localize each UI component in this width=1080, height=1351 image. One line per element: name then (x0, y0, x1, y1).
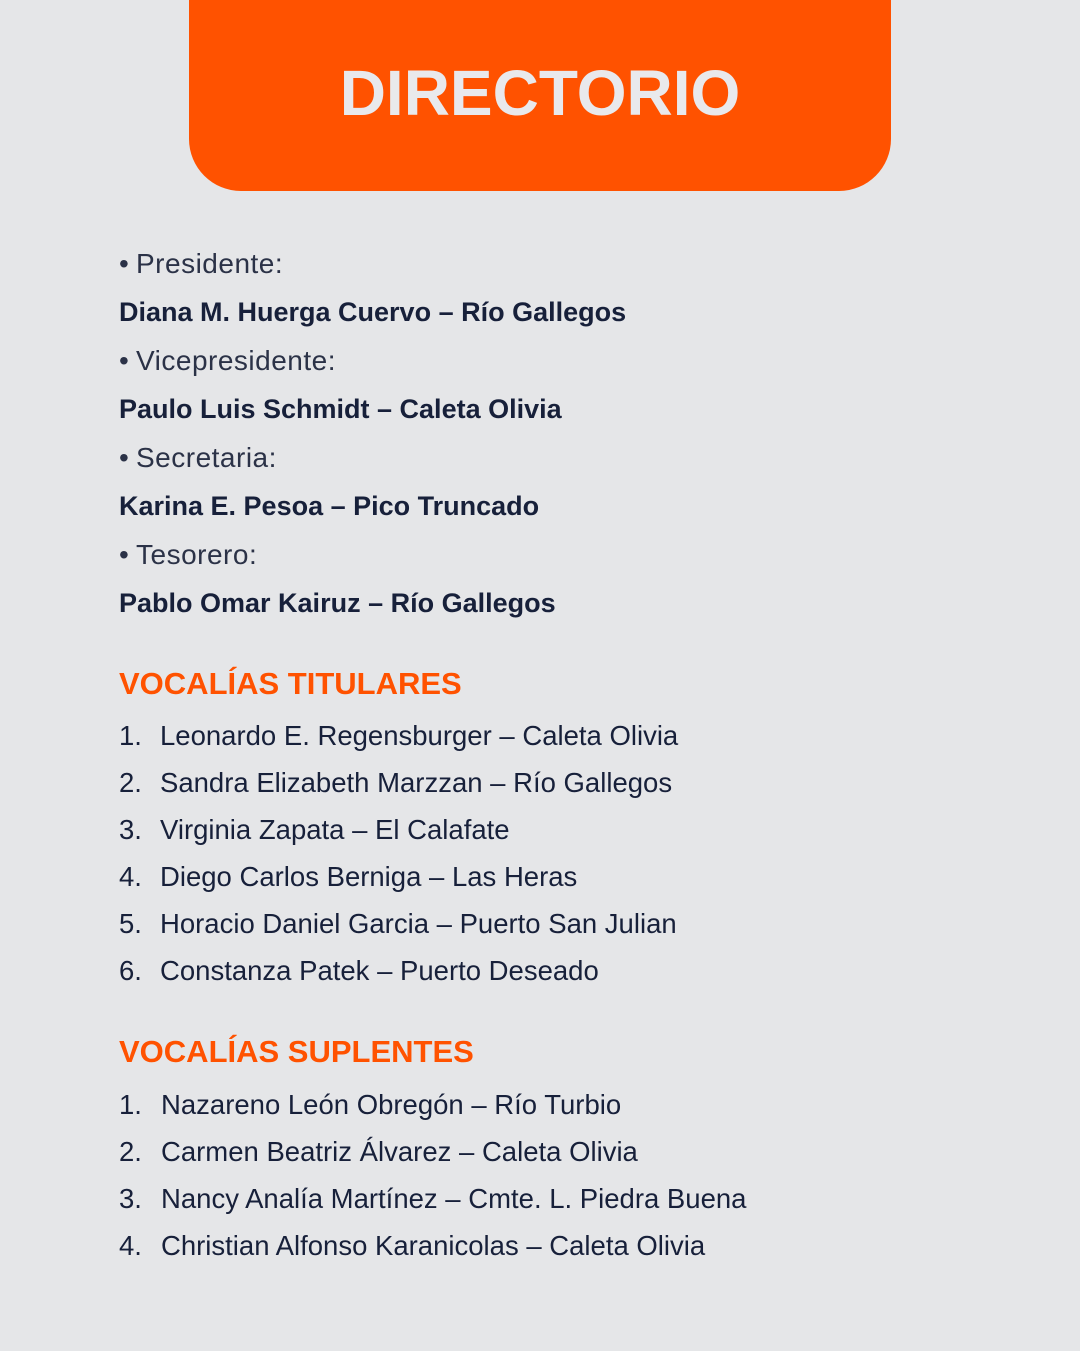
list-number: 4. (119, 861, 142, 892)
list-item (119, 765, 999, 812)
list-item (119, 906, 999, 953)
bullet-icon: • (119, 248, 130, 279)
role-label: • Presidente: (119, 246, 999, 294)
list-number: 4. (119, 1230, 142, 1261)
list-item (119, 859, 999, 906)
list-item (119, 718, 999, 765)
member-text: Horacio Daniel Garcia – Puerto San Julian (160, 908, 677, 939)
role-secretaria (119, 440, 999, 537)
list-number: 3. (119, 814, 142, 845)
page-title: DIRECTORIO (339, 56, 741, 129)
role-presidente (119, 246, 999, 343)
role-holder: Paulo Luis Schmidt – Caleta Olivia (119, 394, 562, 424)
role-label: • Secretaria: (119, 440, 999, 488)
member-text: Carmen Beatriz Álvarez – Caleta Olivia (161, 1136, 638, 1167)
role-tesorero (119, 537, 999, 634)
list-number: 1. (119, 720, 142, 751)
member-text: Virginia Zapata – El Calafate (160, 814, 510, 845)
list-number: 2. (119, 1136, 142, 1167)
list-item (119, 1181, 999, 1228)
list-number: 3. (119, 1183, 142, 1214)
list-number: 5. (119, 908, 142, 939)
member-text: Nazareno León Obregón – Río Turbio (161, 1089, 622, 1120)
section-heading-titulares: VOCALÍAS TITULARES (119, 666, 462, 701)
role-holder: Diana M. Huerga Cuervo – Río Gallegos (119, 297, 627, 327)
member-text: Leonardo E. Regensburger – Caleta Olivia (160, 720, 679, 751)
header-banner (189, 0, 891, 191)
directory-content (119, 246, 999, 1275)
list-item (119, 1134, 999, 1181)
role-holder: Pablo Omar Kairuz – Río Gallegos (119, 588, 556, 618)
list-item (119, 953, 999, 1000)
member-text: Christian Alfonso Karanicolas – Caleta Olivia (161, 1230, 706, 1261)
member-text: Constanza Patek – Puerto Deseado (160, 955, 599, 986)
list-item (119, 812, 999, 859)
member-text: Sandra Elizabeth Marzzan – Río Gallegos (160, 767, 673, 798)
role-label: • Vicepresidente: (119, 343, 999, 391)
member-text: Nancy Analía Martínez – Cmte. L. Piedra Buena (161, 1183, 747, 1214)
list-number: 2. (119, 767, 142, 798)
member-text: Diego Carlos Berniga – Las Heras (160, 861, 578, 892)
list-item (119, 1087, 999, 1134)
bullet-icon: • (119, 539, 130, 570)
role-vicepresidente (119, 343, 999, 440)
role-holder: Karina E. Pesoa – Pico Truncado (119, 491, 540, 521)
list-number: 6. (119, 955, 142, 986)
section-heading-suplentes: VOCALÍAS SUPLENTES (119, 1034, 474, 1069)
titulares-list (119, 718, 999, 1000)
bullet-icon: • (119, 345, 130, 376)
list-number: 1. (119, 1089, 142, 1120)
list-item (119, 1228, 999, 1275)
suplentes-list (119, 1087, 999, 1275)
bullet-icon: • (119, 442, 130, 473)
role-label: • Tesorero: (119, 537, 999, 585)
